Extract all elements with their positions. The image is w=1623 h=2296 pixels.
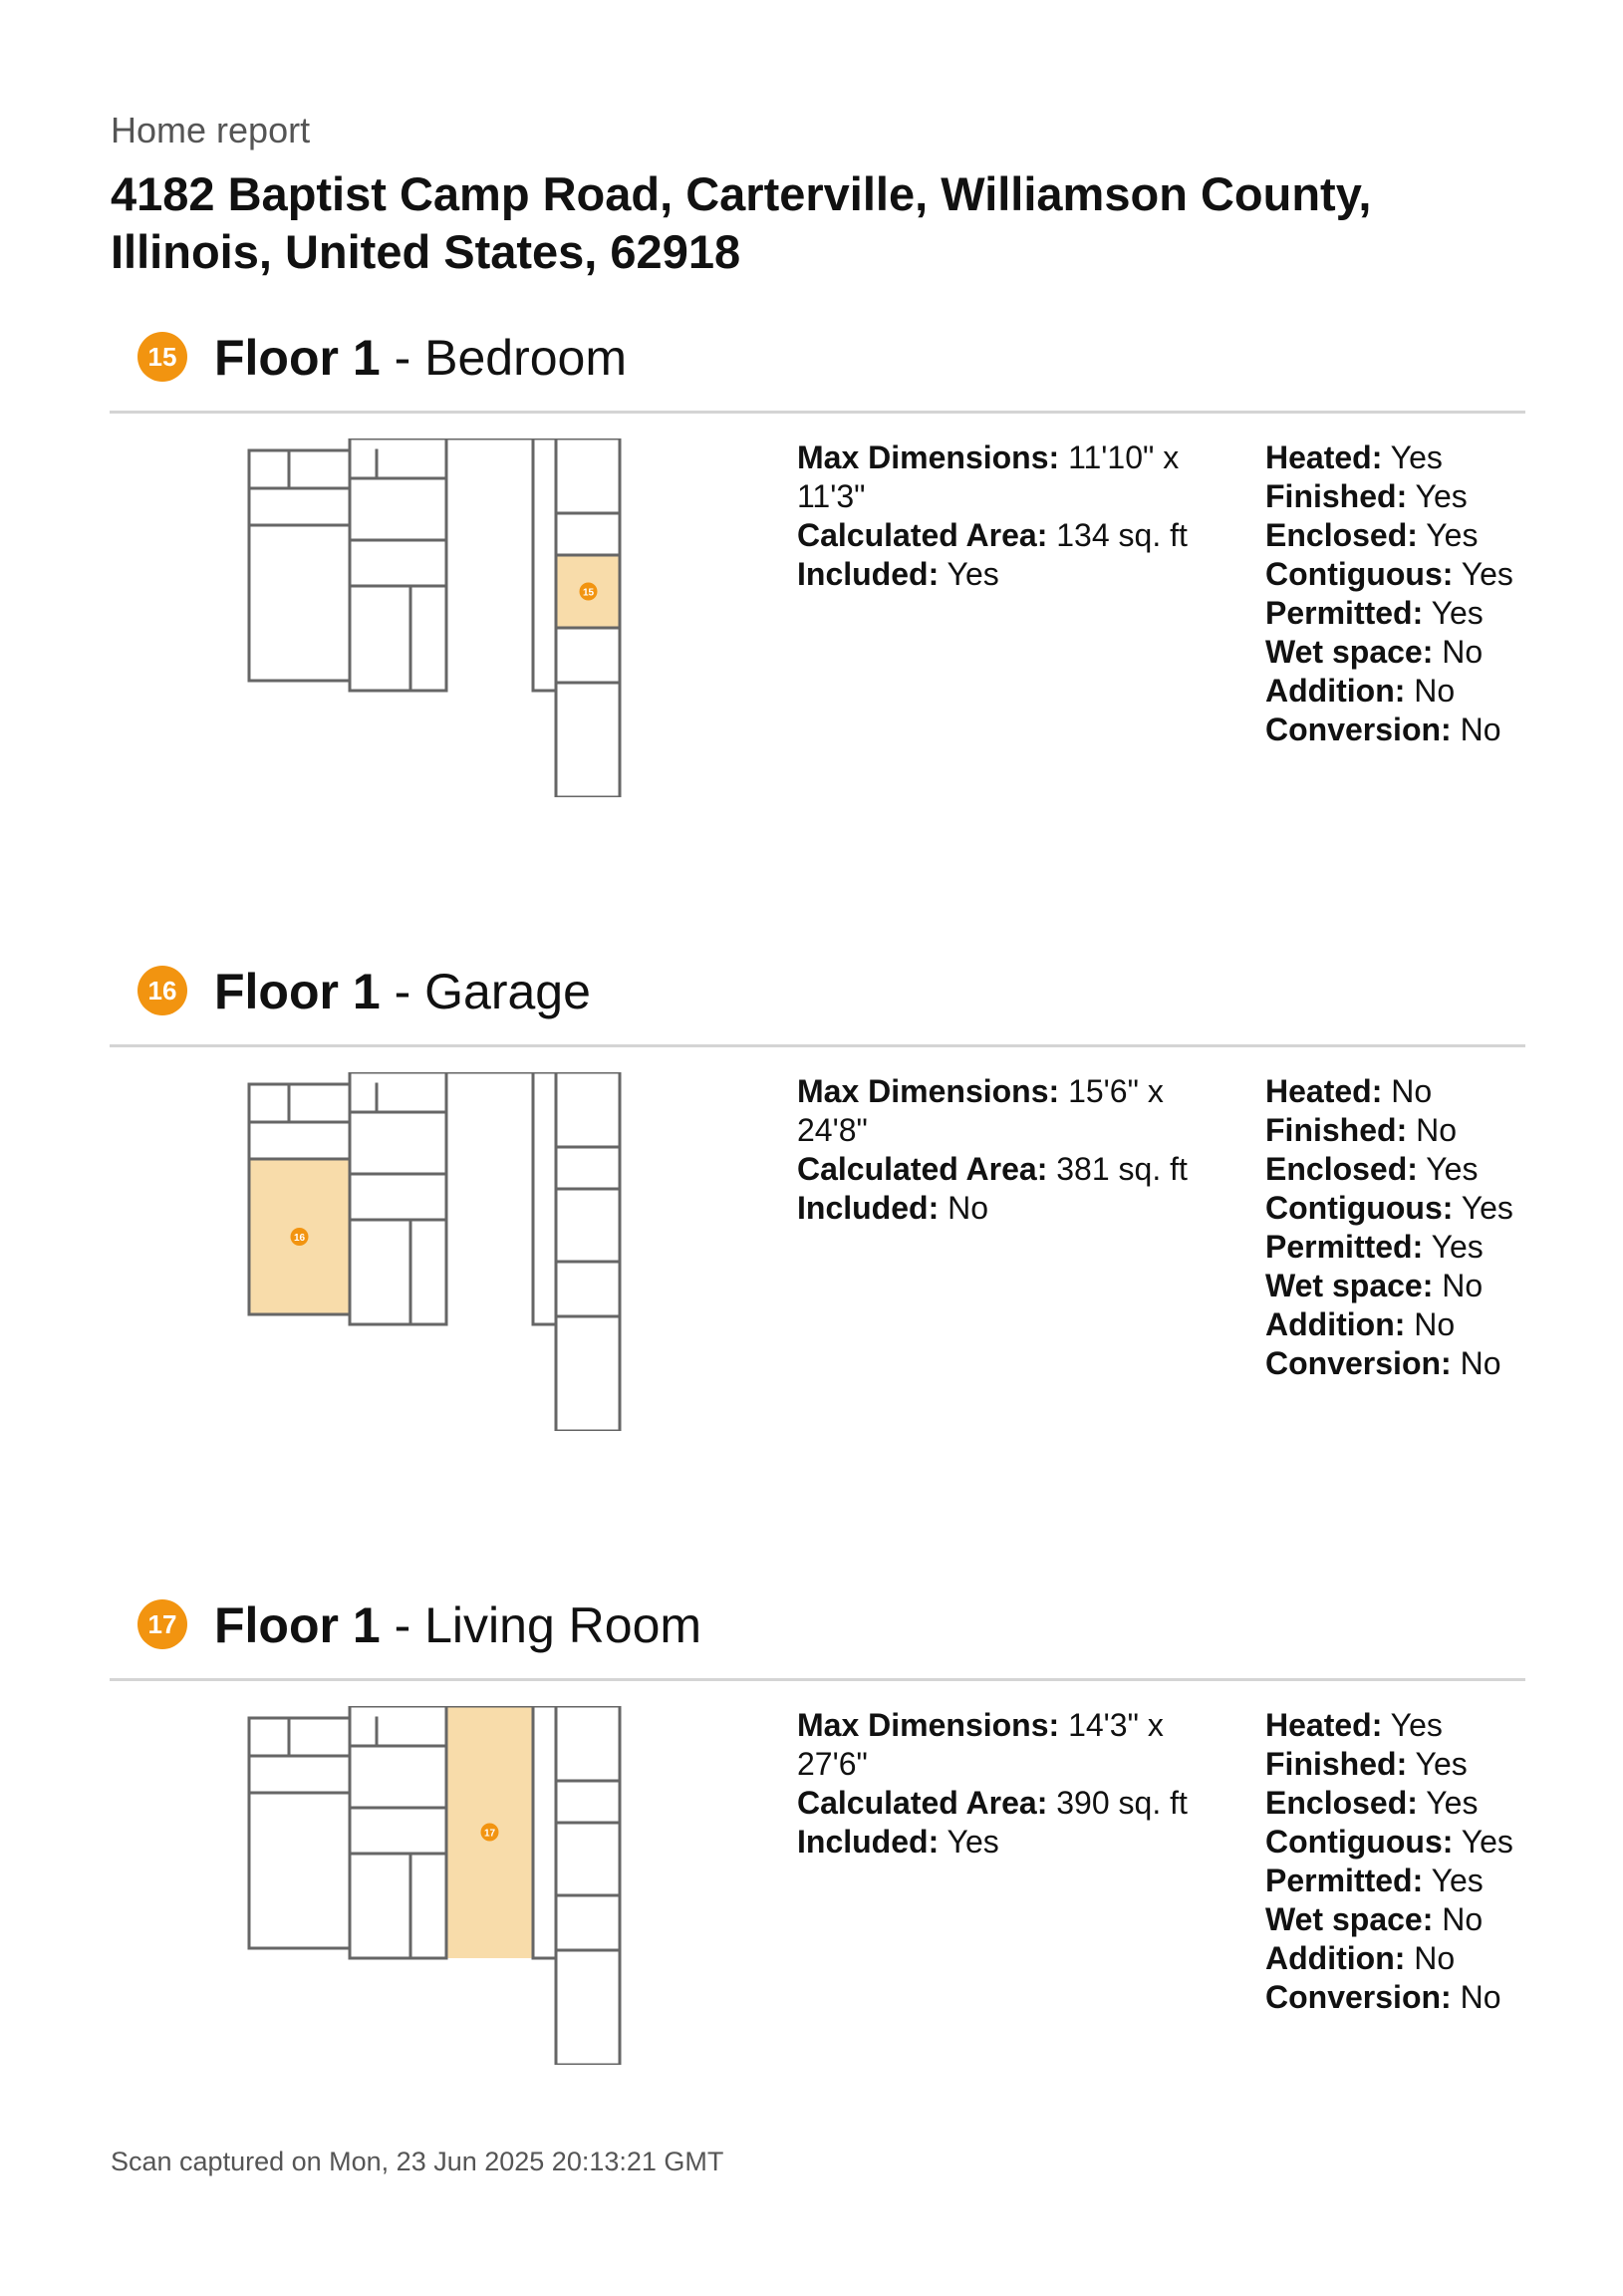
attr-enclosed: Enclosed: Yes	[1265, 1151, 1479, 1187]
section-divider	[110, 1678, 1525, 1681]
floor-plan-image	[239, 438, 638, 797]
room-details	[797, 1706, 1196, 1862]
section-divider	[110, 411, 1525, 414]
title-separator: -	[380, 1597, 425, 1653]
floor-plan-group	[249, 1706, 620, 2065]
room-name: Living Room	[424, 1597, 702, 1653]
room-title	[214, 329, 627, 387]
room-number-badge: 17	[137, 1599, 187, 1649]
title-separator: -	[380, 330, 425, 386]
attr-finished: Finished: Yes	[1265, 478, 1468, 514]
floor-plan-group	[249, 438, 621, 797]
calculated-area: Calculated Area: 390 sq. ft	[797, 1785, 1188, 1821]
room-section	[0, 1596, 1623, 2194]
room-attributes	[1265, 1072, 1524, 1383]
floor-plan-group	[249, 1072, 620, 1431]
floor-plan-image	[239, 1072, 638, 1431]
attr-permitted: Permitted: Yes	[1265, 595, 1484, 631]
room-attributes	[1265, 1706, 1524, 2017]
max-dimensions: Max Dimensions: 15'6" x 24'8"	[797, 1073, 1164, 1148]
title-separator: -	[380, 964, 425, 1019]
attr-addition: Addition: No	[1265, 1940, 1456, 1976]
included: Included: No	[797, 1190, 989, 1226]
calculated-area: Calculated Area: 381 sq. ft	[797, 1151, 1188, 1187]
attr-permitted: Permitted: Yes	[1265, 1863, 1484, 1898]
attr-enclosed: Enclosed: Yes	[1265, 517, 1479, 553]
attr-heated: Heated: Yes	[1265, 1707, 1443, 1743]
attr-finished: Finished: No	[1265, 1112, 1458, 1148]
room-number-badge: 16	[137, 966, 187, 1015]
max-dimensions: Max Dimensions: 11'10" x 11'3"	[797, 439, 1180, 514]
calculated-area: Calculated Area: 134 sq. ft	[797, 517, 1188, 553]
attr-contiguous: Contiguous: Yes	[1265, 1190, 1513, 1226]
room-marker-number: 15	[582, 587, 595, 599]
section-divider	[110, 1044, 1525, 1047]
room-title	[214, 1596, 701, 1654]
floor-name: Floor 1	[214, 330, 381, 386]
room-name: Garage	[424, 964, 591, 1019]
attr-conversion: Conversion: No	[1265, 712, 1501, 747]
floor-name: Floor 1	[214, 964, 381, 1019]
included: Included: Yes	[797, 1824, 999, 1860]
room-number-badge: 15	[137, 332, 187, 382]
attr-wet-space: Wet space: No	[1265, 1901, 1484, 1937]
report-label: Home report	[111, 110, 311, 150]
room-section	[0, 329, 1623, 927]
attr-addition: Addition: No	[1265, 673, 1456, 709]
attr-wet-space: Wet space: No	[1265, 1268, 1484, 1303]
attr-heated: Heated: No	[1265, 1073, 1433, 1109]
room-marker-number: 16	[293, 1233, 306, 1244]
property-address: 4182 Baptist Camp Road, Carterville, Williamson County, Illinois, United States, 62918	[111, 167, 1372, 278]
floor-name: Floor 1	[214, 1597, 381, 1653]
room-section	[0, 963, 1623, 1561]
room-details	[797, 438, 1196, 594]
scan-timestamp: Scan captured on Mon, 23 Jun 2025 20:13:21 GMT	[111, 2147, 724, 2176]
attr-conversion: Conversion: No	[1265, 1979, 1501, 2015]
attr-permitted: Permitted: Yes	[1265, 1229, 1484, 1265]
max-dimensions: Max Dimensions: 14'3" x 27'6"	[797, 1707, 1164, 1782]
attr-conversion: Conversion: No	[1265, 1345, 1501, 1381]
room-marker-number: 17	[483, 1828, 496, 1840]
attr-finished: Finished: Yes	[1265, 1746, 1468, 1782]
room-name: Bedroom	[424, 330, 628, 386]
attr-contiguous: Contiguous: Yes	[1265, 556, 1513, 592]
attr-contiguous: Contiguous: Yes	[1265, 1824, 1513, 1860]
room-details	[797, 1072, 1196, 1228]
attr-addition: Addition: No	[1265, 1306, 1456, 1342]
attr-wet-space: Wet space: No	[1265, 634, 1484, 670]
attr-heated: Heated: Yes	[1265, 439, 1443, 475]
room-title	[214, 963, 591, 1020]
included: Included: Yes	[797, 556, 999, 592]
floor-plan-image	[239, 1706, 638, 2065]
attr-enclosed: Enclosed: Yes	[1265, 1785, 1479, 1821]
room-attributes	[1265, 438, 1524, 749]
